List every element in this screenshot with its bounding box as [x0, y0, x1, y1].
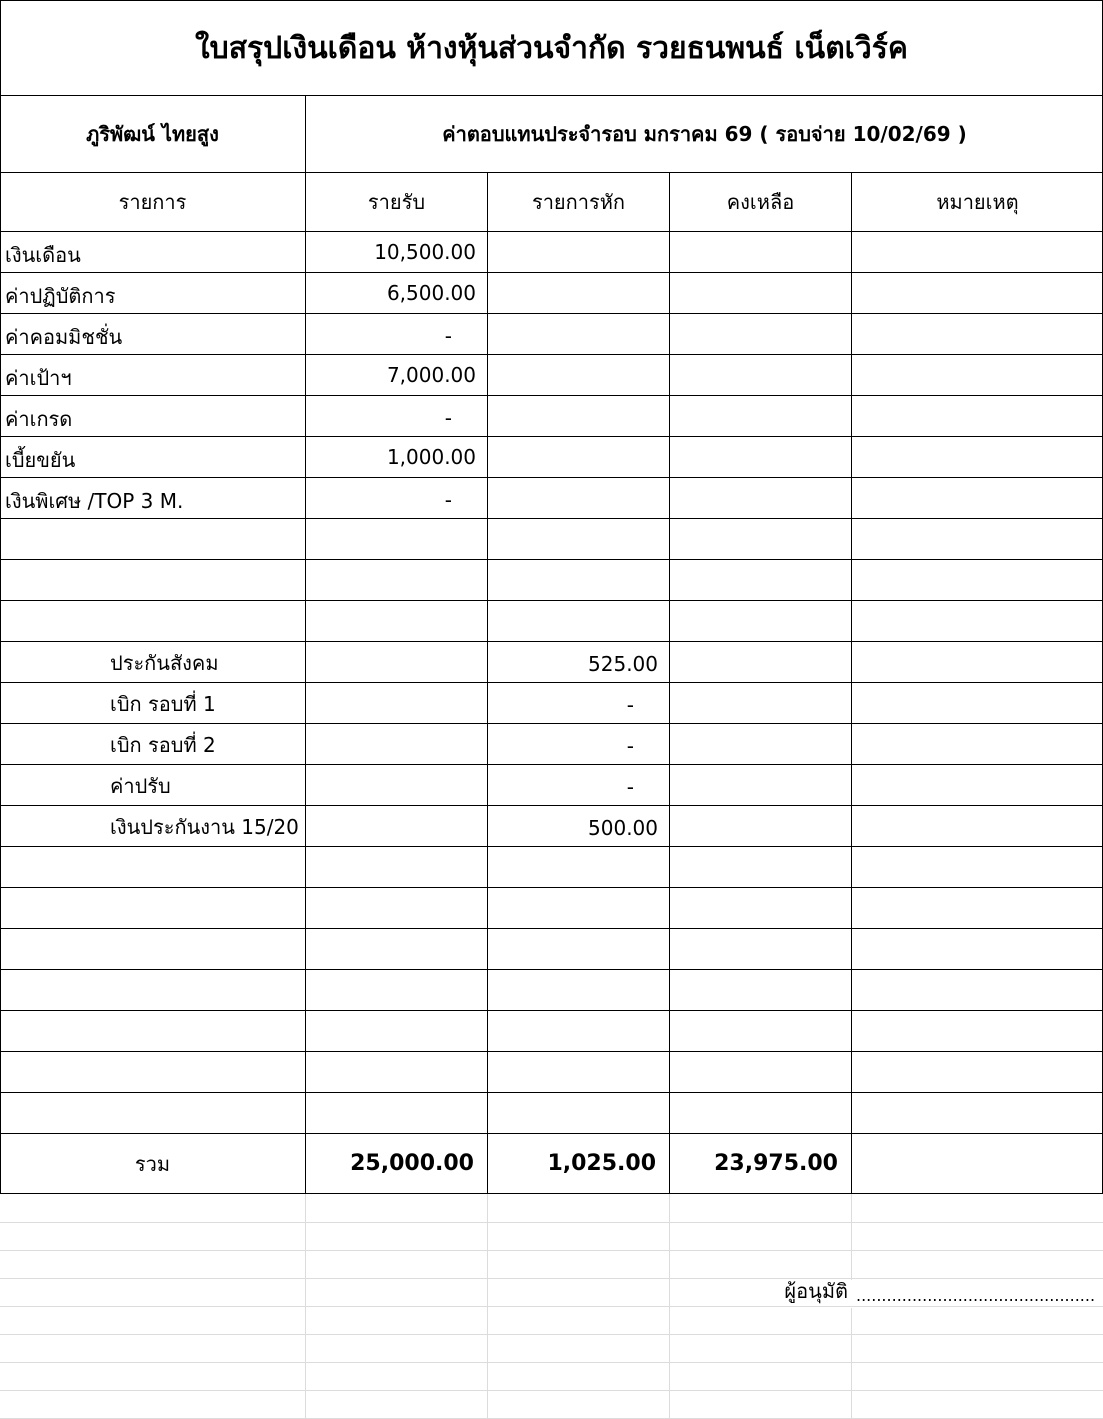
- column-header-deduction: รายการหัก: [531, 190, 626, 214]
- pay-period: ค่าตอบแทนประจำรอบ มกราคม 69 ( รอบจ่าย 10/02/69 ): [442, 122, 967, 146]
- income-label-diligence: เบี้ยขยัน: [5, 448, 76, 472]
- deduction-label-social-security: ประกันสังคม: [110, 651, 219, 675]
- deduction-label-fine: ค่าปรับ: [110, 774, 171, 798]
- column-header-remark: หมายเหตุ: [936, 190, 1019, 214]
- income-label-salary: เงินเดือน: [5, 243, 81, 267]
- column-header-income: รายรับ: [367, 190, 426, 214]
- approver-signature-line: ...............................................: [856, 1286, 1096, 1305]
- total-balance: 23,975.00: [714, 1151, 838, 1176]
- income-label-special: เงินพิเศษ /TOP 3 M.: [5, 489, 184, 513]
- deduction-value-advance-2: -: [626, 734, 634, 758]
- employee-name: ภูริพัฒน์ ไทยสูง: [86, 122, 219, 146]
- column-header-balance: คงเหลือ: [726, 190, 795, 214]
- deduction-value-advance-1: -: [626, 693, 634, 717]
- income-label-commission: ค่าคอมมิชชั่น: [5, 325, 123, 349]
- income-value-grade: -: [444, 406, 452, 430]
- total-deduction: 1,025.00: [547, 1151, 656, 1176]
- income-value-commission: -: [444, 324, 452, 348]
- approver-label: ผู้อนุมัติ: [784, 1279, 848, 1303]
- deduction-label-advance-2: เบิก รอบที่ 2: [110, 733, 216, 757]
- deduction-value-fine: -: [626, 775, 634, 799]
- deduction-value-work-guarantee: 500.00: [588, 816, 658, 840]
- income-value-special: -: [444, 488, 452, 512]
- income-label-target: ค่าเป้าฯ: [5, 366, 72, 390]
- total-income: 25,000.00: [350, 1151, 474, 1176]
- deduction-value-social-security: 525.00: [588, 652, 658, 676]
- income-label-grade: ค่าเกรด: [5, 407, 73, 431]
- page-title: ใบสรุปเงินเดือน ห้างหุ้นส่วนจำกัด รวยธนพนธ์ เน็ตเวิร์ค: [195, 30, 908, 66]
- deduction-label-advance-1: เบิก รอบที่ 1: [110, 692, 216, 716]
- income-value-operation: 6,500.00: [386, 281, 476, 305]
- column-header-item: รายการ: [118, 190, 187, 214]
- income-value-diligence: 1,000.00: [386, 445, 476, 469]
- deduction-label-work-guarantee: เงินประกันงาน 15/20: [110, 815, 299, 839]
- income-label-operation: ค่าปฏิบัติการ: [5, 284, 116, 308]
- total-label: รวม: [134, 1151, 171, 1176]
- income-value-target: 7,000.00: [386, 363, 476, 387]
- income-value-salary: 10,500.00: [374, 240, 476, 264]
